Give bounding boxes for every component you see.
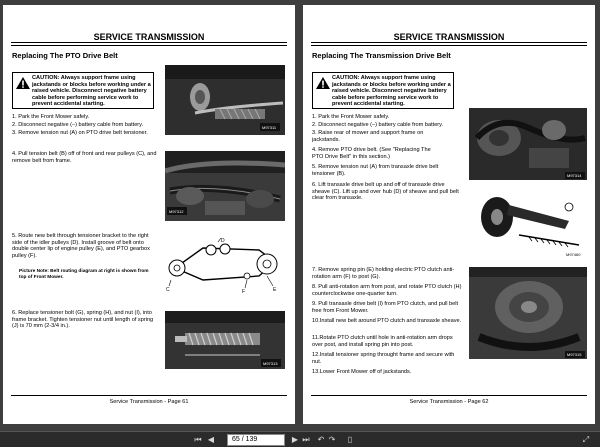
step-3: 3. Raise rear of mower and support frame on jackstands. — [312, 130, 424, 143]
page-header: SERVICE TRANSMISSION — [93, 32, 205, 42]
first-page-icon[interactable]: ⏮ — [194, 435, 202, 444]
section-title: Replacing The Transmission Drive Belt — [312, 51, 451, 60]
step-4: 4. Remove PTO drive belt. (See "Replacing The PTO Drive Belt" in this section.) — [312, 147, 431, 160]
step-10: 10.Install new belt around PTO clutch and transaxle sheave. — [312, 318, 462, 324]
step-13: 13.Lower Front Mower off of jackstands. — [312, 369, 412, 375]
step-4: 4. Pull tension belt (B) off of front and rear pulleys (C), and remove belt from frame. — [12, 151, 157, 164]
viewer-toolbar — [0, 431, 600, 447]
caution-box — [312, 72, 454, 109]
next-page-icon[interactable]: ▶ — [291, 435, 299, 444]
page-footer: Service Transmission - Page 61 — [109, 399, 189, 405]
step-6: 6. Replace tensioner bolt (G), spring (H), and nut (I), into frame bracket. Tighten tensioner nut until length of spring (J) is 70 mm (2-3/4 in.). — [12, 310, 154, 330]
prev-page-icon[interactable]: ◀ — [207, 435, 215, 444]
diagram-label-c: C — [166, 287, 170, 293]
warning-icon — [16, 77, 30, 89]
warning-icon — [316, 77, 330, 89]
single-page-icon[interactable]: ▯ — [347, 435, 353, 444]
belt-routing-diagram — [163, 236, 287, 294]
diagram-label-f: F — [242, 289, 246, 294]
caution-text: CAUTION: Always support frame using jackstands or blocks before working under a raised vehicle. Disconnect negative battery cable before performing service work to prevent accidental starting. — [32, 75, 151, 108]
photo-tensioner-nut — [165, 65, 285, 135]
caution-box — [12, 72, 154, 109]
total-pages: / 139 — [241, 436, 258, 443]
page-footer: Service Transmission - Page 62 — [409, 399, 489, 405]
step-1: 1. Park the Front Mower safely. — [12, 114, 90, 120]
right-page — [303, 5, 595, 424]
step-5: 5. Route new belt through tensioner bracket to the right side of the idler pulleys (D). Install groove of belt onto double center lip of engine pulley (E), and PTO gearbox pulley (F). — [12, 233, 150, 259]
step-1: 1. Park the Front Mower safely. — [312, 114, 390, 120]
page-number-input[interactable] — [227, 434, 285, 446]
photo-id-2: M97312 — [169, 209, 184, 214]
step-3: 3. Remove tension nut (A) on PTO drive belt tensioner. — [12, 130, 148, 136]
photo-belt-pulleys — [165, 151, 285, 221]
last-page-icon[interactable]: ⏭ — [302, 435, 310, 444]
diagram-label-d: D — [221, 238, 225, 244]
back-icon[interactable]: ↶ — [317, 435, 325, 444]
photo-id-1: M97311 — [262, 125, 277, 130]
caution-text: CAUTION: Always support frame using jackstands or blocks before working under a raised vehicle. Disconnect negative battery cable before performing service work to prevent accidental starting. — [332, 75, 451, 108]
step-2: 2. Disconnect negative (–) battery cable from battery. — [312, 122, 444, 128]
step-9: 9. Pull transaxle drive belt (I) from PTO clutch, and pull belt free from Front Mower. — [312, 301, 459, 314]
section-title: Replacing The PTO Drive Belt — [12, 51, 118, 60]
step-11: 11.Rotate PTO clutch until hole in anti-rotation arm drops over post, and install spring pin into post. — [312, 335, 453, 348]
step-8: 8. Pull anti-rotation arm from post, and rotate PTO clutch (H) counterclockwise one-quarter turn. — [312, 284, 462, 297]
current-page: 65 — [232, 436, 240, 443]
left-page — [3, 5, 295, 424]
photo-pto-clutch-belt — [469, 267, 587, 359]
step-12: 12.Install tensioner spring throught frame and secure with nut. — [312, 352, 455, 365]
fit-icon[interactable]: ⤢ — [582, 435, 590, 444]
step-6: 6. Lift transaxle drive belt up and off of transaxle drive sheave (C). Lift up and over hub (D) of sheave and pull belt clear from transaxle. — [312, 182, 459, 202]
step-5: 5. Remove tension nut (A) from transaxle drive belt tensioner (B). — [312, 164, 439, 177]
photo-id-6: M97315 — [567, 352, 582, 357]
diagram-pto-clutch — [469, 185, 587, 259]
photo-id-3: M97313 — [263, 361, 278, 366]
step-7: 7. Remove spring pin (E) holding electric PTO clutch anti-rotation arm (F) to post (G). — [312, 267, 455, 280]
forward-icon[interactable]: ↷ — [328, 435, 336, 444]
page-header: SERVICE TRANSMISSION — [393, 32, 505, 42]
step-2: 2. Disconnect negative (–) battery cable from battery. — [12, 122, 144, 128]
diagram-label-e: E — [273, 287, 277, 293]
photo-transaxle-tensioner — [469, 108, 587, 180]
photo-id-4: M97314 — [567, 173, 582, 178]
photo-id-5: M97460 — [566, 252, 581, 257]
photo-tensioner-spring — [165, 311, 285, 369]
picture-note: Picture Note: Belt routing diagram at right is shown from top of Front Mower. — [19, 269, 149, 280]
